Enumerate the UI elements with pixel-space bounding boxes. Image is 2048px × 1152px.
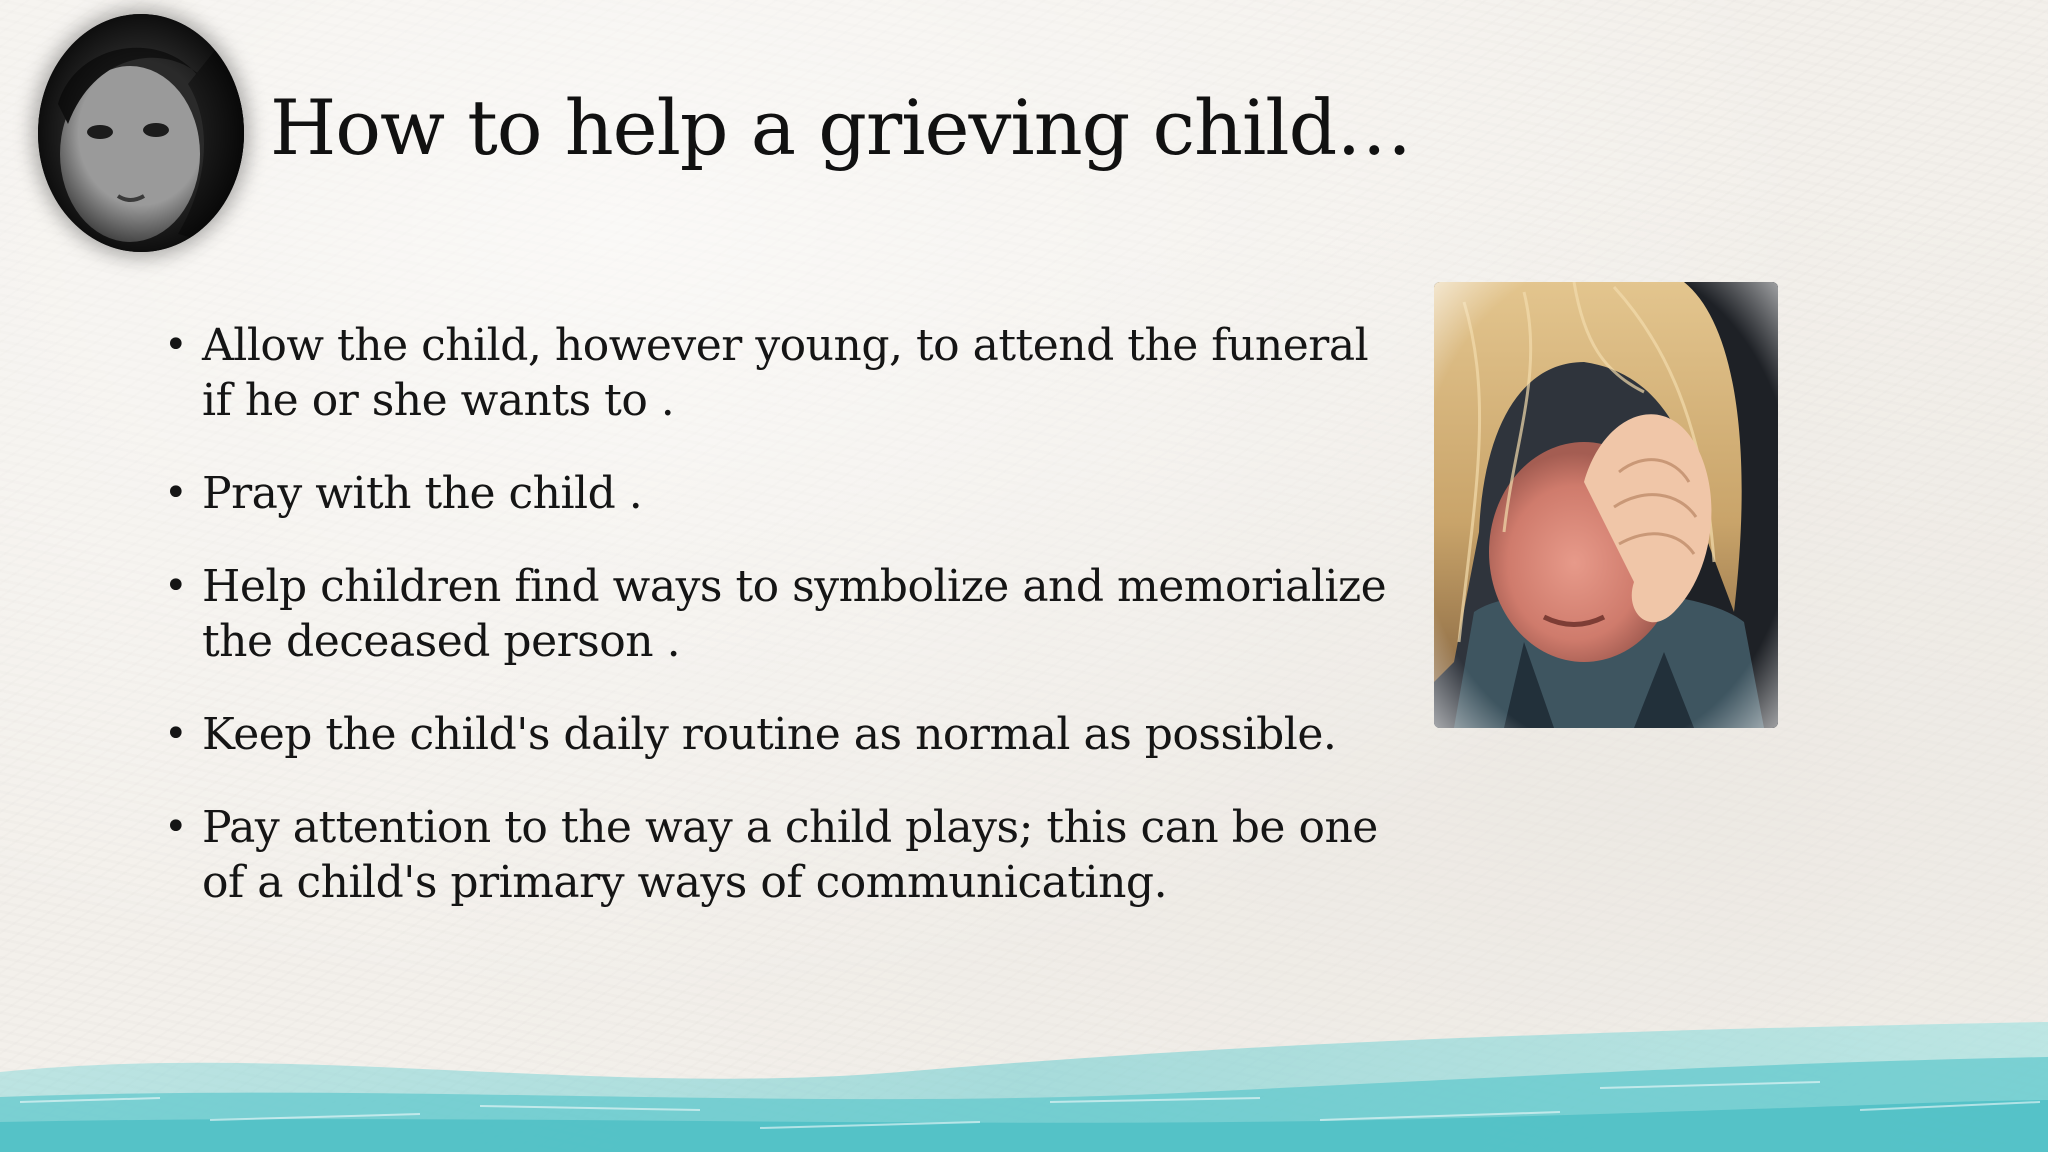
crying-child-photo [1434,282,1778,728]
bullet-text: Allow the child, however young, to attend the funeral if he or she wants to . [202,320,1369,426]
bullet-list [160,318,1400,948]
bullet-item [160,559,1400,669]
bullet-glyph: • [164,804,188,850]
bullet-text: Pay attention to the way a child plays; this can be one of a child's primary ways of communicating. [202,802,1378,908]
slide-title: How to help a grieving child… [270,83,1412,172]
teal-brush-stroke [0,1002,2048,1152]
crying-child-illustration [1434,282,1778,728]
bullet-text: Pray with the child . [202,468,643,519]
bullet-glyph: • [164,563,188,609]
bullet-text: Help children find ways to symbolize and memorialize the deceased person . [202,561,1387,667]
bullet-glyph: • [164,470,188,516]
child-portrait-illustration [38,14,244,252]
bullet-item [160,800,1400,910]
bullet-text: Keep the child's daily routine as normal as possible. [202,709,1337,760]
bullet-item [160,318,1400,428]
bullet-glyph: • [164,322,188,368]
bullet-item [160,707,1400,762]
bullet-glyph: • [164,711,188,757]
child-portrait-image [38,14,244,252]
bullet-item [160,466,1400,521]
